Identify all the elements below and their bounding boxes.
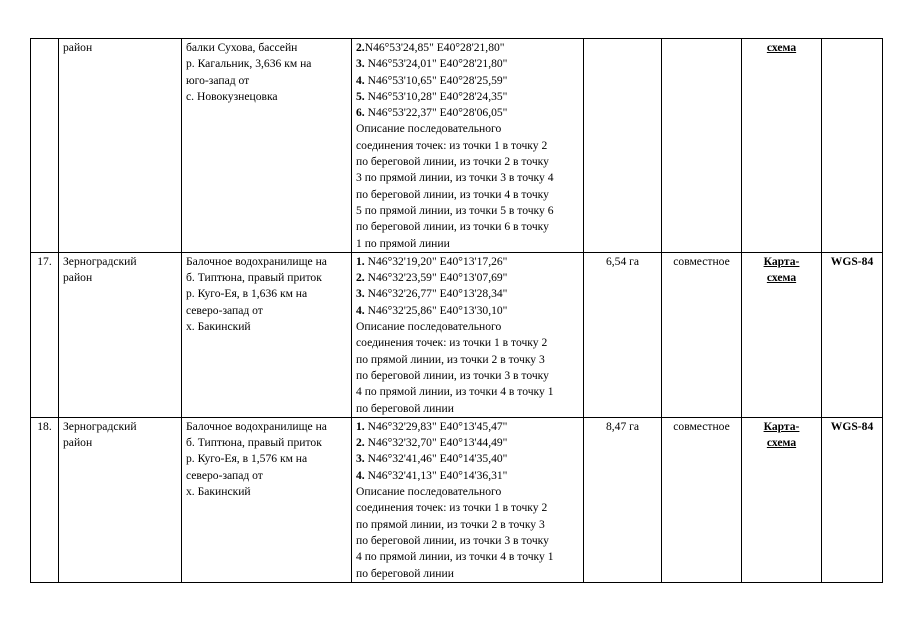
location-line: юго-запад от: [186, 73, 250, 87]
point-coords: N46°53'24,01" E40°28'21,80": [364, 57, 508, 71]
connection-description-line: по береговой линии: [356, 566, 454, 580]
location-line: б. Типтюна, правый приток: [186, 271, 322, 285]
connection-description-line: по береговой линии, из точки 3 в точку: [356, 533, 549, 547]
coordinate-point: [356, 303, 579, 319]
location-line: х. Бакинский: [186, 485, 251, 499]
point-number: 4.: [356, 73, 365, 87]
coordinate-system-cell: [822, 39, 883, 253]
point-coords: N46°53'10,28" E40°28'24,35": [364, 89, 508, 103]
map-scheme-link[interactable]: [746, 254, 817, 287]
map-link-line: схема: [766, 436, 797, 450]
point-number: 2.: [356, 436, 365, 450]
row-number: [31, 39, 59, 253]
connection-description-line: по береговой линии, из точки 6 в точку: [356, 220, 549, 234]
point-number: 3.: [356, 57, 365, 71]
point-number: 4.: [356, 303, 365, 317]
district-line: Зерноградский: [63, 254, 137, 268]
connection-description-line: Описание последовательного: [356, 485, 502, 499]
location-line: Балочное водохранилище на: [186, 254, 327, 268]
table-row: [31, 252, 883, 417]
connection-description-line: соединения точек: из точки 1 в точку 2: [356, 336, 548, 350]
coordinate-point: [356, 435, 579, 451]
connection-description-line: соединения точек: из точки 1 в точку 2: [356, 501, 548, 515]
point-number: 3.: [356, 287, 365, 301]
row-number: 18.: [31, 417, 59, 582]
district-cell: [59, 39, 182, 253]
point-number: 1.: [356, 254, 365, 268]
coordinates-cell: [352, 39, 584, 253]
connection-description-line: Описание последовательного: [356, 320, 502, 334]
point-coords: N46°32'32,70" E40°13'44,49": [364, 436, 508, 450]
point-coords: N46°32'41,13" E40°14'36,31": [364, 468, 508, 482]
map-cell: [742, 417, 822, 582]
connection-description-line: 4 по прямой линии, из точки 4 в точку 1: [356, 385, 554, 399]
district-cell: [59, 417, 182, 582]
connection-description-line: соединения точек: из точки 1 в точку 2: [356, 138, 548, 152]
district-line: район: [63, 436, 93, 450]
connection-description-line: 4 по прямой линии, из точки 4 в точку 1: [356, 550, 554, 564]
point-coords: N46°53'22,37" E40°28'06,05": [364, 106, 508, 120]
coordinate-point: [356, 56, 579, 72]
point-coords: N46°32'25,86" E40°13'30,10": [364, 303, 508, 317]
area-cell: 8,47 га: [584, 417, 662, 582]
district-line: Зерноградский: [63, 419, 137, 433]
connection-description-line: по береговой линии: [356, 401, 454, 415]
map-scheme-link[interactable]: [746, 40, 817, 56]
table-row: [31, 417, 883, 582]
map-cell: [742, 252, 822, 417]
coordinate-point: [356, 468, 579, 484]
coordinate-point: [356, 73, 579, 89]
point-number: 1.: [356, 419, 365, 433]
district-line: район: [63, 41, 93, 54]
location-line: северо-запад от: [186, 468, 263, 482]
point-coords: N46°32'41,46" E40°14'35,40": [364, 452, 508, 466]
usage-type-cell: совместное: [662, 417, 742, 582]
point-number: 6.: [356, 106, 365, 120]
map-scheme-link[interactable]: [746, 419, 817, 452]
coordinate-point: [356, 419, 579, 435]
coordinate-point: [356, 286, 579, 302]
location-line: Балочное водохранилище на: [186, 419, 327, 433]
table-row: [31, 39, 883, 253]
connection-description-line: по прямой линии, из точки 2 в точку 3: [356, 517, 545, 531]
connection-description-line: 1 по прямой линии: [356, 236, 450, 250]
usage-type-cell: совместное: [662, 252, 742, 417]
connection-description-line: по береговой линии, из точки 3 в точку: [356, 368, 549, 382]
connection-description-line: 5 по прямой линии, из точки 5 в точку 6: [356, 203, 554, 217]
coordinates-cell: [352, 417, 584, 582]
area-cell: [584, 39, 662, 253]
coordinate-system-cell: WGS-84: [822, 252, 883, 417]
coordinate-point: [356, 451, 579, 467]
location-line: северо-запад от: [186, 303, 263, 317]
point-coords: N46°53'10,65" E40°28'25,59": [364, 73, 508, 87]
point-coords: N46°32'29,83" E40°13'45,47": [364, 419, 508, 433]
row-number: 17.: [31, 252, 59, 417]
location-line: р. Кагальник, 3,636 км на: [186, 57, 312, 71]
map-link-line: схема: [766, 41, 797, 54]
connection-description-line: по прямой линии, из точки 2 в точку 3: [356, 352, 545, 366]
point-number: 2.: [356, 271, 365, 285]
district-line: район: [63, 271, 93, 285]
location-cell: [182, 417, 352, 582]
connection-description-line: по береговой линии, из точки 4 в точку: [356, 187, 549, 201]
point-number: 2.: [356, 41, 365, 54]
point-coords: N46°32'19,20" E40°13'17,26": [364, 254, 508, 268]
point-number: 4.: [356, 468, 365, 482]
location-cell: [182, 39, 352, 253]
coordinate-point: [356, 270, 579, 286]
area-cell: 6,54 га: [584, 252, 662, 417]
point-coords: N46°53'24,85" E40°28'21,80": [364, 41, 505, 54]
district-cell: [59, 252, 182, 417]
location-line: х. Бакинский: [186, 320, 251, 334]
point-coords: N46°32'26,77" E40°13'28,34": [364, 287, 508, 301]
location-line: р. Куго-Ея, в 1,576 км на: [186, 452, 308, 466]
connection-description-line: 3 по прямой линии, из точки 3 в точку 4: [356, 171, 554, 185]
coordinate-point: [356, 40, 579, 56]
point-number: 3.: [356, 452, 365, 466]
location-cell: [182, 252, 352, 417]
map-link-line: Карта-: [763, 419, 800, 433]
coordinate-point: [356, 89, 579, 105]
point-number: 5.: [356, 89, 365, 103]
location-line: б. Типтюна, правый приток: [186, 436, 322, 450]
connection-description-line: по береговой линии, из точки 2 в точку: [356, 155, 549, 169]
location-line: р. Куго-Ея, в 1,636 км на: [186, 287, 308, 301]
coordinates-cell: [352, 252, 584, 417]
point-coords: N46°32'23,59" E40°13'07,69": [364, 271, 508, 285]
coordinate-system-cell: WGS-84: [822, 417, 883, 582]
location-line: балки Сухова, бассейн: [186, 41, 298, 54]
location-line: с. Новокузнецовка: [186, 89, 278, 103]
coordinate-point: [356, 105, 579, 121]
coordinate-point: [356, 254, 579, 270]
map-link-line: Карта-: [763, 254, 800, 268]
water-bodies-table: [30, 38, 883, 583]
connection-description-line: Описание последовательного: [356, 122, 502, 136]
map-cell: [742, 39, 822, 253]
usage-type-cell: [662, 39, 742, 253]
map-link-line: схема: [766, 271, 797, 285]
